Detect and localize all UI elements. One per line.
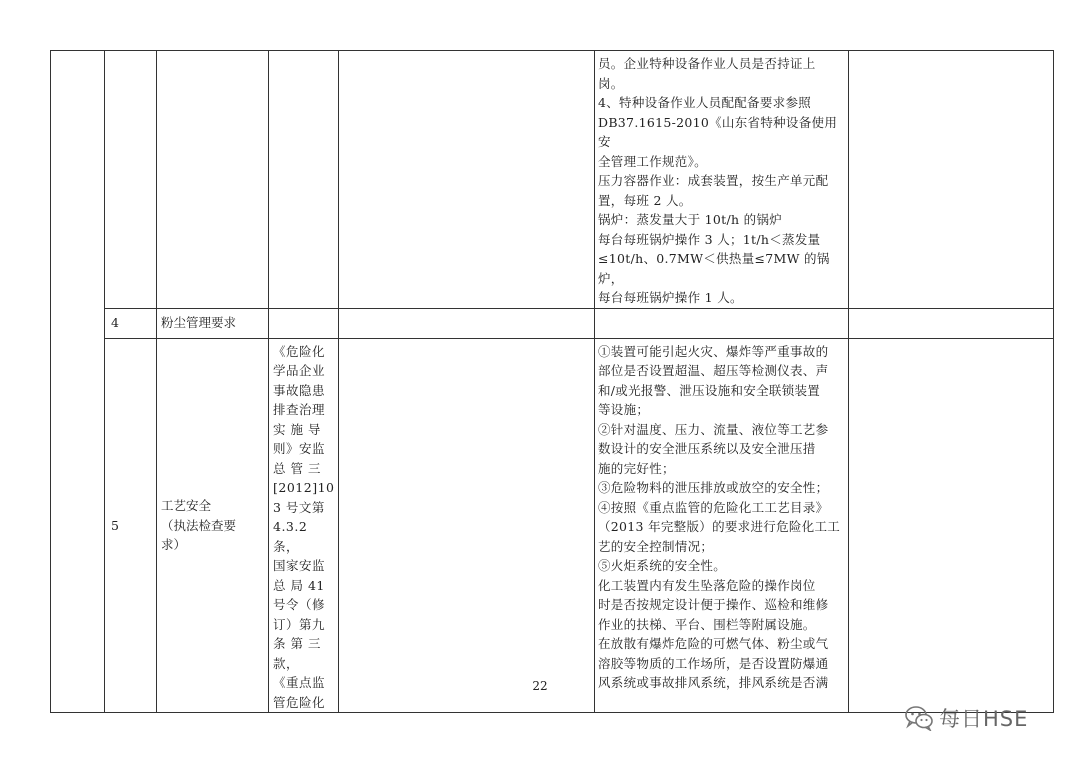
blank-margin-cell (51, 51, 105, 713)
number-cell (105, 308, 157, 338)
table-row (51, 338, 1054, 713)
row-number: 5 (111, 517, 119, 533)
empty-cell (339, 338, 595, 713)
item-label: 粉尘管理要求 (161, 315, 237, 331)
content-text: 员。企业特种设备作业人员是否持证上 岗。 4、特种设备作业人员配配备要求参照 DB37.1615-2010《山东省特种设备使用安 全管理工作规范》。 压力容器作业：成套装置，按生产单元配 置，每班 2 人。 锅炉：蒸发量大于 10t/h 的锅炉 每台每班锅炉操作 3 人；1t/h＜蒸发量 ≤10t/h、0.7MW＜供热量≤7MW 的锅炉， 每台每班锅炉操作 1 人。 (598, 56, 838, 305)
basis-cell (269, 338, 339, 713)
notes-cell (849, 338, 1054, 713)
item-cell (157, 338, 269, 713)
item-cell (157, 308, 269, 338)
item-cell (157, 51, 269, 309)
empty-cell (339, 51, 595, 309)
table-row (51, 51, 1054, 309)
number-cell (105, 51, 157, 309)
empty-cell (339, 308, 595, 338)
inspection-table (50, 50, 1054, 713)
content-cell (595, 51, 849, 309)
number-cell (105, 338, 157, 713)
content-cell (595, 338, 849, 713)
watermark (904, 703, 1028, 733)
notes-cell (849, 308, 1054, 338)
row-number: 4 (111, 315, 119, 331)
basis-text: 《危险化 学品企业 事故隐患 排查治理 实 施 导 则》安监 总 管 三 [2012]10 3 号文第 4.3.2 条， 国家安监 总 局 41 号令（修 订）第九 条 第 三 款， 《重点监 管危险化 (273, 343, 335, 710)
table-row (51, 308, 1054, 338)
content-cell (595, 308, 849, 338)
content-text: ①装置可能引起火灾、爆炸等严重事故的 部位是否设置超温、超压等检测仪表、声 和/或光报警、泄压设施和安全联锁装置 等设施； ②针对温度、压力、流量、液位等工艺参 数设计的安全泄压系统以及安全泄压措 施的完好性； ③危险物料的泄压排放或放空的安全性； ④按照《重点监管的危险化工工艺目录》 （2013 年完整版）的要求进行危险化工工 艺的安全控制情况； ⑤火炬系统的安全性。 化工装置内有发生坠落危险的操作岗位 时是否按规定设计便于操作、巡检和维修 作业的扶梯、平台、围栏等附属设施。 在放散有爆炸危险的可燃气体、粉尘或气 溶胶等物质的工作场所，是否设置防爆通 风系统或事故排风系统，排风系统是否满 (598, 343, 841, 690)
basis-cell (269, 51, 339, 309)
basis-cell (269, 308, 339, 338)
wechat-icon (904, 705, 934, 731)
page-number: 22 (532, 679, 548, 693)
notes-cell (849, 51, 1054, 309)
watermark-text: 每日HSE (939, 707, 1029, 731)
item-label: 工艺安全 （执法检查要 求） (161, 498, 237, 552)
